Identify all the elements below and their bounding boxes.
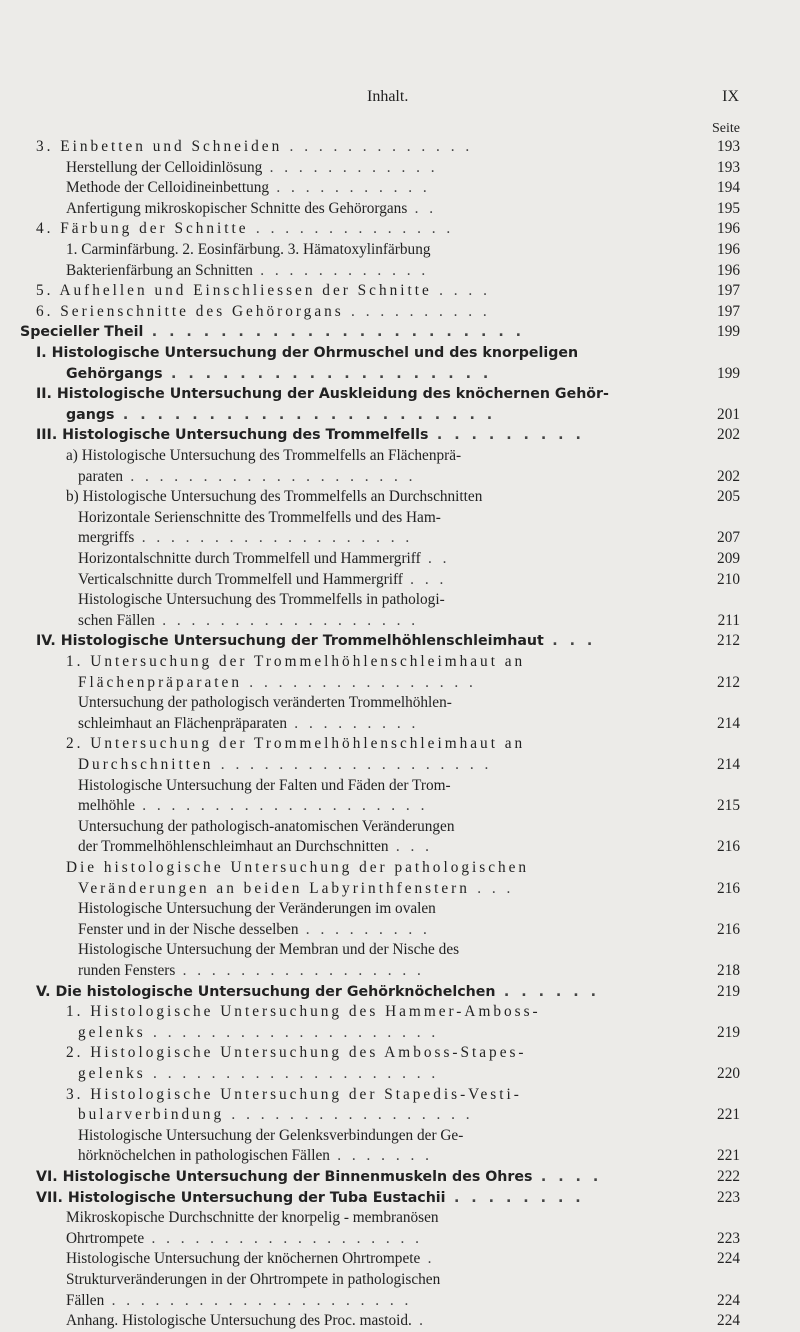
entry-text: 2. Histologische Untersuchung des Amboss-Stapes- [66, 1044, 527, 1062]
entry-text: Fällen [66, 1291, 105, 1309]
entry-text: b) Histologische Untersuchung des Trommelfells an Durchschnitten [66, 488, 483, 506]
toc-entry-page: 195 [717, 199, 740, 217]
dot-leader: . . . . . . . . . . . . . . . . . . . [144, 1229, 423, 1247]
toc-entry-title [78, 960, 424, 982]
entry-text: Methode der Celloidineinbettung [66, 179, 270, 197]
entry-text: Histologische Untersuchung des Trommelfells in pathologi- [78, 591, 445, 609]
toc-entry-title [66, 1042, 527, 1064]
toc-entry-page: 219 [717, 1023, 740, 1041]
entry-text: II. Histologische Untersuchung der Auskleidung des knöchernen Gehör- [36, 386, 609, 403]
dot-leader: . . . . [532, 1169, 602, 1185]
toc-entry-title [36, 301, 490, 323]
toc-entry-title [66, 404, 496, 426]
toc-entry-title [36, 383, 609, 405]
toc-entry [0, 486, 800, 508]
toc-entry-page: 209 [717, 550, 740, 567]
dot-leader: . . . . . . . . . . . . . . . . . . . . . [104, 1291, 412, 1309]
dot-leader: . . . . . . . . . . [343, 302, 491, 320]
toc-entry-title [66, 1084, 522, 1106]
entry-text: bularverbindung [78, 1106, 225, 1124]
dot-leader: . . . . . . . . . . . . . [282, 138, 473, 155]
toc-entry [0, 1166, 800, 1188]
toc-entry-page: 216 [717, 838, 740, 856]
toc-entry-title [20, 321, 525, 343]
toc-entry [0, 733, 800, 755]
page-number: IX [722, 88, 739, 105]
toc-entry [0, 445, 800, 467]
toc-entry [0, 919, 800, 941]
entry-text: 2. Untersuchung der Trommelhöhlenschleimhaut an [66, 735, 526, 753]
toc-entry [0, 1269, 800, 1291]
toc-entry [0, 1125, 800, 1147]
toc-entry [0, 157, 800, 179]
entry-text: melhöhle [78, 797, 135, 815]
entry-text: Histologische Untersuchung der knöchernen Ohrtrompete [66, 1250, 421, 1268]
toc-entry-page: 201 [717, 405, 740, 423]
toc-entry [0, 857, 800, 879]
entry-text: Bakterienfärbung an Schnitten [66, 261, 253, 279]
toc-entry [0, 1084, 800, 1106]
seite-label: Seite [712, 121, 740, 136]
toc-entry-title [78, 754, 492, 776]
toc-entry-title [66, 363, 492, 385]
dot-leader: . . . . . . . . . . . . . . [248, 220, 454, 238]
toc-entry-page: 212 [717, 632, 740, 650]
entry-text: 6. Serienschnitte des Gehörorgans [36, 302, 344, 320]
entry-text: Verticalschnitte durch Trommelfell und Hammergriff [78, 570, 403, 588]
toc-entry-page: 216 [717, 920, 740, 938]
entry-text: Mikroskopische Durchschnitte der knorpelig - membranösen [66, 1209, 439, 1227]
toc-entry-title [78, 775, 451, 797]
entry-text: Herstellung der Celloidinlösung [66, 158, 263, 176]
dot-leader: . . . [543, 633, 596, 650]
toc-entry-title [78, 836, 433, 858]
toc-entry-title [78, 878, 514, 900]
toc-entry [0, 775, 800, 797]
toc-entry [0, 1042, 800, 1064]
toc-entry-page: 214 [717, 756, 740, 773]
toc-entry-title [66, 651, 525, 673]
dot-leader: . . . . . . . . . . . . . . . . . . . . [134, 797, 428, 815]
dot-leader: . [420, 1250, 435, 1268]
toc-entry-title [66, 1248, 435, 1270]
toc-entry-page: 205 [717, 488, 740, 506]
entry-text: Histologische Untersuchung der Falten und Fäden der Trom- [78, 776, 451, 794]
toc-entry [0, 1145, 800, 1167]
entry-text: Durchschnitten [78, 756, 214, 773]
toc-entry-title [66, 1290, 412, 1312]
entry-text: runden Fensters [78, 962, 176, 979]
running-title: Inhalt. [367, 88, 409, 105]
entry-text: Histologische Untersuchung der Membran und der Nische des [78, 941, 460, 959]
entry-text: Strukturveränderungen in der Ohrtrompete in pathologischen [66, 1271, 441, 1288]
toc-entry-title [66, 445, 461, 467]
toc-entry-title [66, 260, 429, 282]
toc-entry [0, 816, 800, 838]
toc-entry-title [78, 1022, 439, 1044]
toc-entry-page: 199 [717, 364, 740, 382]
toc-entry-page: 211 [717, 611, 740, 629]
dot-leader: . . . [402, 570, 447, 588]
dot-leader: . . . . . . . [329, 1147, 433, 1165]
entry-text: I. Histologische Untersuchung der Ohrmuschel und des knorpeligen [36, 345, 579, 361]
toc-entry-page: 215 [717, 797, 740, 815]
toc-entry [0, 651, 800, 673]
toc-entry [0, 713, 800, 735]
dot-leader: . . . . . . . . . . . . . . . . . . . . [145, 1065, 439, 1082]
toc-entry [0, 342, 800, 364]
toc-entry-page: 221 [717, 1147, 740, 1165]
toc-entry [0, 1104, 800, 1126]
toc-entry-page: 193 [717, 158, 740, 176]
entry-text: V. Die histologische Untersuchung der Gehörknöchelchen [36, 983, 496, 1000]
toc-entry-title [66, 857, 529, 879]
toc-entry-title [36, 342, 578, 364]
toc-entry-page: 202 [717, 426, 740, 444]
entry-text: schleimhaut an Flächenpräparaten [78, 714, 287, 732]
dot-leader: . . . . . . . . . [298, 920, 431, 938]
toc-entry-title [78, 672, 476, 694]
toc-entry-title [78, 692, 452, 714]
entry-text: 1. Histologische Untersuchung des Hammer-Amboss- [66, 1003, 541, 1021]
toc-entry-title [66, 1269, 440, 1291]
toc-entry-title [36, 1166, 602, 1188]
toc-entry [0, 836, 800, 858]
toc-entry-title [78, 569, 447, 591]
entry-text: VII. Histologische Untersuchung der Tuba Eustachii [36, 1189, 446, 1206]
entry-text: Ohrtrompete [66, 1229, 145, 1247]
toc-entry-title [36, 1187, 584, 1209]
toc-entry [0, 672, 800, 694]
toc-entry-title [78, 919, 430, 941]
toc-entry-title [36, 424, 584, 446]
toc-entry-title [36, 280, 490, 302]
entry-text: 1. Carminfärbung. 2. Eosinfärbung. 3. Hämatoxylinfärbung [66, 241, 431, 258]
toc-entry-title [78, 507, 441, 529]
entry-text: Veränderungen an beiden Labyrinthfenstern [78, 879, 470, 897]
toc-entry [0, 960, 800, 982]
dot-leader: . . . . . . . . . . . . . . . . . . . . . . [143, 324, 525, 341]
dot-leader: . . . . . . . . [445, 1189, 585, 1206]
toc-entry [0, 939, 800, 961]
toc-entry [0, 198, 800, 220]
dot-leader: . . . . . . . . . . . . [262, 158, 439, 176]
entry-text: gelenks [78, 1065, 146, 1082]
toc-entry-title [78, 898, 436, 920]
toc-entry-title [78, 527, 413, 549]
dot-leader: . . . . . . . . . . . . . . . . . [224, 1106, 474, 1124]
toc-entry-title [66, 1228, 423, 1250]
entry-text: 1. Untersuchung der Trommelhöhlenschleimhaut an [66, 653, 526, 670]
dot-leader: . . . . . . . . . . . [269, 179, 431, 197]
entry-text: 3. Histologische Untersuchung der Stapedis-Vesti- [66, 1085, 522, 1103]
entry-text: Horizontale Serienschnitte des Trommelfells und des Ham- [78, 508, 441, 526]
entry-text: IV. Histologische Untersuchung der Trommelhöhlenschleimhaut [36, 633, 544, 650]
toc-entry-page: 224 [717, 1312, 740, 1330]
toc-entry-title [78, 589, 445, 611]
entry-text: Anfertigung mikroskopischer Schnitte des Gehörorgans [66, 199, 408, 217]
toc-entry-title [78, 1125, 463, 1147]
toc-entry [0, 692, 800, 714]
toc-entry [0, 878, 800, 900]
toc-entry-title [36, 218, 454, 240]
toc-entry-title [78, 795, 428, 817]
dot-leader: . . . . . . . . . . . . . . . . . . [154, 611, 419, 629]
toc-entry-page: 219 [717, 982, 740, 1000]
dot-leader: . . [407, 199, 437, 217]
toc-entry [0, 301, 800, 323]
toc-entry-title [66, 1207, 439, 1229]
dot-leader: . . . . . . . . . . . . . . . . [241, 673, 477, 691]
toc-entry [0, 218, 800, 240]
toc-entry-title [78, 610, 419, 632]
toc-entry [0, 1310, 800, 1332]
toc-entry-page: 197 [717, 282, 740, 300]
dot-leader: . . . . . . [495, 983, 600, 1000]
toc-entry-title [78, 816, 455, 838]
toc-entry-title [66, 157, 438, 179]
toc-entry-title [36, 981, 599, 1003]
toc-entry-title [78, 548, 450, 570]
toc-entry-page: 214 [717, 714, 740, 732]
entry-text: gelenks [78, 1023, 146, 1041]
toc-entry-page: 197 [717, 302, 740, 320]
entry-text: der Trommelhöhlenschleimhaut an Durchschnitten [78, 838, 389, 856]
toc-entry [0, 1248, 800, 1270]
toc-entry-title [78, 939, 459, 961]
entry-text: mergriffs [78, 529, 135, 547]
toc-entry-page: 199 [717, 323, 740, 341]
entry-text: schen Fällen [78, 611, 155, 629]
toc-entry-page: 224 [717, 1291, 740, 1309]
entry-text: 5. Aufhellen und Einschliessen der Schnitte [36, 282, 432, 300]
entry-text: Histologische Untersuchung der Gelenksverbindungen der Ge- [78, 1126, 464, 1144]
toc-entry [0, 1187, 800, 1209]
toc-entry-page: 202 [717, 467, 740, 485]
entry-text: VI. Histologische Untersuchung der Binnenmuskeln des Ohres [36, 1169, 533, 1185]
toc-entry-page: 218 [717, 962, 740, 979]
dot-leader: . . [420, 550, 450, 567]
toc-entry-page: 223 [717, 1188, 740, 1206]
toc-entry-page: 222 [717, 1168, 740, 1185]
entry-text: Horizontalschnitte durch Trommelfell und Hammergriff [78, 550, 421, 567]
dot-leader: . . . . . . . . . . . . . . . . . [175, 962, 425, 979]
dot-leader: . . . . . . . . . [286, 714, 419, 732]
dot-leader: . . . [469, 879, 514, 897]
toc-entry [0, 260, 800, 282]
toc-entry [0, 981, 800, 1003]
entry-text: Gehörgangs [66, 365, 163, 382]
entry-text: paraten [78, 467, 124, 485]
entry-text: Fenster und in der Nische desselben [78, 920, 299, 938]
toc-entry [0, 754, 800, 776]
toc-entry-page: 224 [717, 1250, 740, 1268]
toc-entry [0, 363, 800, 385]
entry-text: Untersuchung der pathologisch veränderten Trommelhöhlen- [78, 694, 452, 712]
toc-entry-title [78, 713, 419, 735]
dot-leader: . . . . . . . . . [428, 427, 585, 444]
dot-leader: . . . . . . . . . . . . . . . . . . . . [145, 1023, 439, 1041]
page-header [0, 88, 800, 108]
toc-entry-page: 220 [717, 1065, 740, 1082]
toc-entry [0, 898, 800, 920]
toc-entry [0, 321, 800, 343]
entry-text: Histologische Untersuchung der Veränderungen im ovalen [78, 900, 436, 918]
toc-entry [0, 1207, 800, 1229]
toc-entry [0, 507, 800, 529]
toc-entry [0, 136, 800, 158]
entry-text: Die histologische Untersuchung der pathologischen [66, 859, 530, 876]
toc-entry-page: 216 [717, 879, 740, 897]
toc-entry-page: 196 [717, 241, 740, 258]
toc-entry [0, 280, 800, 302]
entry-text: hörknöchelchen in pathologischen Fällen [78, 1147, 330, 1165]
entry-text: III. Histologische Untersuchung des Trommelfells [36, 427, 429, 444]
toc-entry-title [36, 136, 473, 158]
toc-entry [0, 569, 800, 591]
toc-entry [0, 1063, 800, 1085]
dot-leader: . . . . . . . . . . . . . . . . . . . [134, 529, 413, 547]
entry-text: 4. Färbung der Schnitte [36, 220, 249, 238]
toc-entry [0, 527, 800, 549]
toc-entry-title [66, 733, 525, 755]
toc-entry [0, 239, 800, 261]
entry-text: Specieller Theil [20, 324, 144, 341]
toc-entry [0, 424, 800, 446]
toc-entry [0, 1228, 800, 1250]
toc-entry-page: 196 [717, 261, 740, 279]
toc-entry-page: 193 [717, 138, 740, 155]
toc-entry [0, 1022, 800, 1044]
entry-text: gangs [66, 406, 115, 423]
toc-entry-title [66, 198, 437, 220]
toc-entry-title [66, 1310, 427, 1332]
dot-leader: . . . . . . . . . . . . . . . . . . . . [123, 467, 416, 485]
toc-entry [0, 610, 800, 632]
entry-text: a) Histologische Untersuchung des Trommelfells an Flächenprä- [66, 447, 462, 464]
toc-entry-title [66, 177, 430, 199]
toc-entry-page: 207 [717, 529, 740, 547]
toc-entry-title [66, 486, 482, 508]
toc-entry [0, 1001, 800, 1023]
dot-leader: . . . . . . . . . . . . . . . . . . . [213, 756, 492, 773]
toc-entry-page: 194 [717, 179, 740, 197]
entry-text: Untersuchung der pathologisch-anatomischen Veränderungen [78, 817, 455, 835]
dot-leader: . . . . . . . . . . . . . . . . . . . [162, 365, 492, 382]
toc-entry [0, 177, 800, 199]
toc-entry-page: 210 [717, 570, 740, 588]
toc-entry-page: 196 [717, 220, 740, 238]
toc-entry [0, 466, 800, 488]
toc-entry-title [66, 239, 431, 261]
toc-entry [0, 630, 800, 652]
toc-entry [0, 383, 800, 405]
toc-entry-title [78, 1104, 473, 1126]
toc-entry [0, 548, 800, 570]
toc-entry-page: 221 [717, 1106, 740, 1124]
toc-entry-title [66, 1001, 541, 1023]
toc-entry-title [78, 1063, 439, 1085]
toc-entry [0, 404, 800, 426]
toc-entry-title [78, 466, 416, 488]
dot-leader: . . . . [431, 282, 491, 300]
dot-leader: . . . [388, 838, 433, 856]
toc-entry-title [78, 1145, 432, 1167]
toc-entry [0, 589, 800, 611]
entry-text: 3. Einbetten und Schneiden [36, 138, 283, 155]
toc-entry [0, 795, 800, 817]
entry-text: Flächenpräparaten [78, 673, 242, 691]
toc-entry-page: 223 [717, 1229, 740, 1247]
dot-leader: . [411, 1312, 427, 1330]
toc-entry [0, 1290, 800, 1312]
dot-leader: . . . . . . . . . . . . [252, 261, 429, 279]
dot-leader: . . . . . . . . . . . . . . . . . . . . . . [114, 406, 496, 423]
entry-text: Anhang. Histologische Untersuchung des Proc. mastoid. [66, 1312, 412, 1330]
toc-entry-page: 212 [717, 673, 740, 691]
toc-entry-title [36, 630, 596, 652]
